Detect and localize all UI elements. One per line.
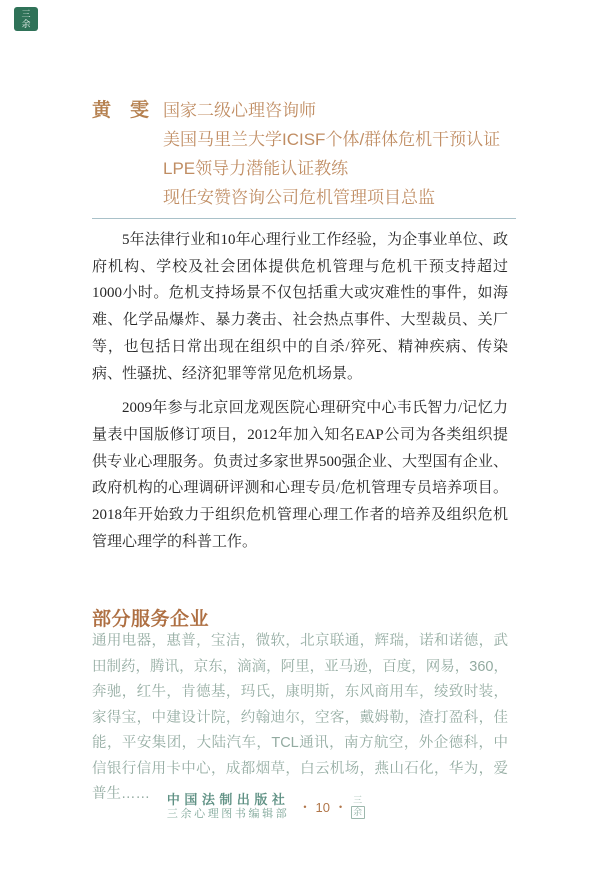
bio-paragraph: 2009年参与北京回龙观医院心理研究中心韦氏智力/记忆力量表中国版修订项目，2012年加入知名EAP公司为各类组织提供专业心理服务。负责过多家世界500强企业、大型国有企业、政府机构的心理调研评测和心理专员/危机管理专员培养项目。2018年开始致力于组织危机管理心理工作者的培养及组织危机管理心理学的科普工作。 <box>92 400 508 550</box>
logo-char-bottom: 余 <box>351 806 365 819</box>
author-name: 黄 雯 <box>92 100 150 121</box>
editorial-department: 三余心理图书编辑部 <box>166 808 290 820</box>
dot-separator-icon: • <box>338 801 343 812</box>
author-header <box>92 96 516 212</box>
publisher-block <box>167 793 290 821</box>
page-number: 10 <box>315 799 330 815</box>
brand-stamp-char-bottom: 余 <box>21 19 31 29</box>
clients-section-heading: 部分服务企业 <box>92 609 210 630</box>
publisher-logo-icon <box>350 795 365 819</box>
logo-char-top: 三 <box>353 795 363 805</box>
page-footer <box>58 793 474 821</box>
section-divider <box>92 218 516 219</box>
author-credentials <box>163 96 500 212</box>
credential-line: LPE领导力潜能认证教练 <box>163 159 349 178</box>
clients-list: 通用电器，惠普，宝洁，微软，北京联通，辉瑞，诺和诺德，武田制药，腾讯，京东，滴滴，阿里，亚马逊，百度，网易，360，奔驰，红牛，肯德基，玛氏，康明斯，东风商用车，绫致时装，家得宝，中建设计院，约翰迪尔，空客，戴姆勒，渣打盈科，佳能，平安集团，大陆汽车，TCL通讯，南方航空，外企德科，中信银行信用卡中心，成都烟草，白云机场，燕山石化，华为，爱普生…… <box>92 633 508 802</box>
credential-line: 美国马里兰大学ICISF个体/群体危机干预认证 <box>163 130 501 149</box>
biography-text <box>92 227 508 555</box>
dot-separator-icon: • <box>303 801 307 812</box>
publisher-name: 中国法制出版社 <box>166 792 290 807</box>
brand-stamp-char-top: 三 <box>21 9 31 19</box>
pagination <box>303 801 342 814</box>
bio-paragraph: 5年法律行业和10年心理行业工作经验，为企事业单位、政府机构、学校及社会团体提供危机管理与危机干预支持超过1000小时。危机支持场景不仅包括重大或灾难性的事件，如海难、化学品爆炸、暴力袭击、社会热点事件、大型裁员、关厂等，也包括日常出现在组织中的自杀/猝死、精神疾病、传染病、性骚扰、经济犯罪等常见危机场景。 <box>92 232 508 382</box>
credential-line: 国家二级心理咨询师 <box>163 101 316 120</box>
brand-stamp-icon <box>14 7 38 31</box>
credential-line: 现任安赞咨询公司危机管理项目总监 <box>163 188 435 207</box>
